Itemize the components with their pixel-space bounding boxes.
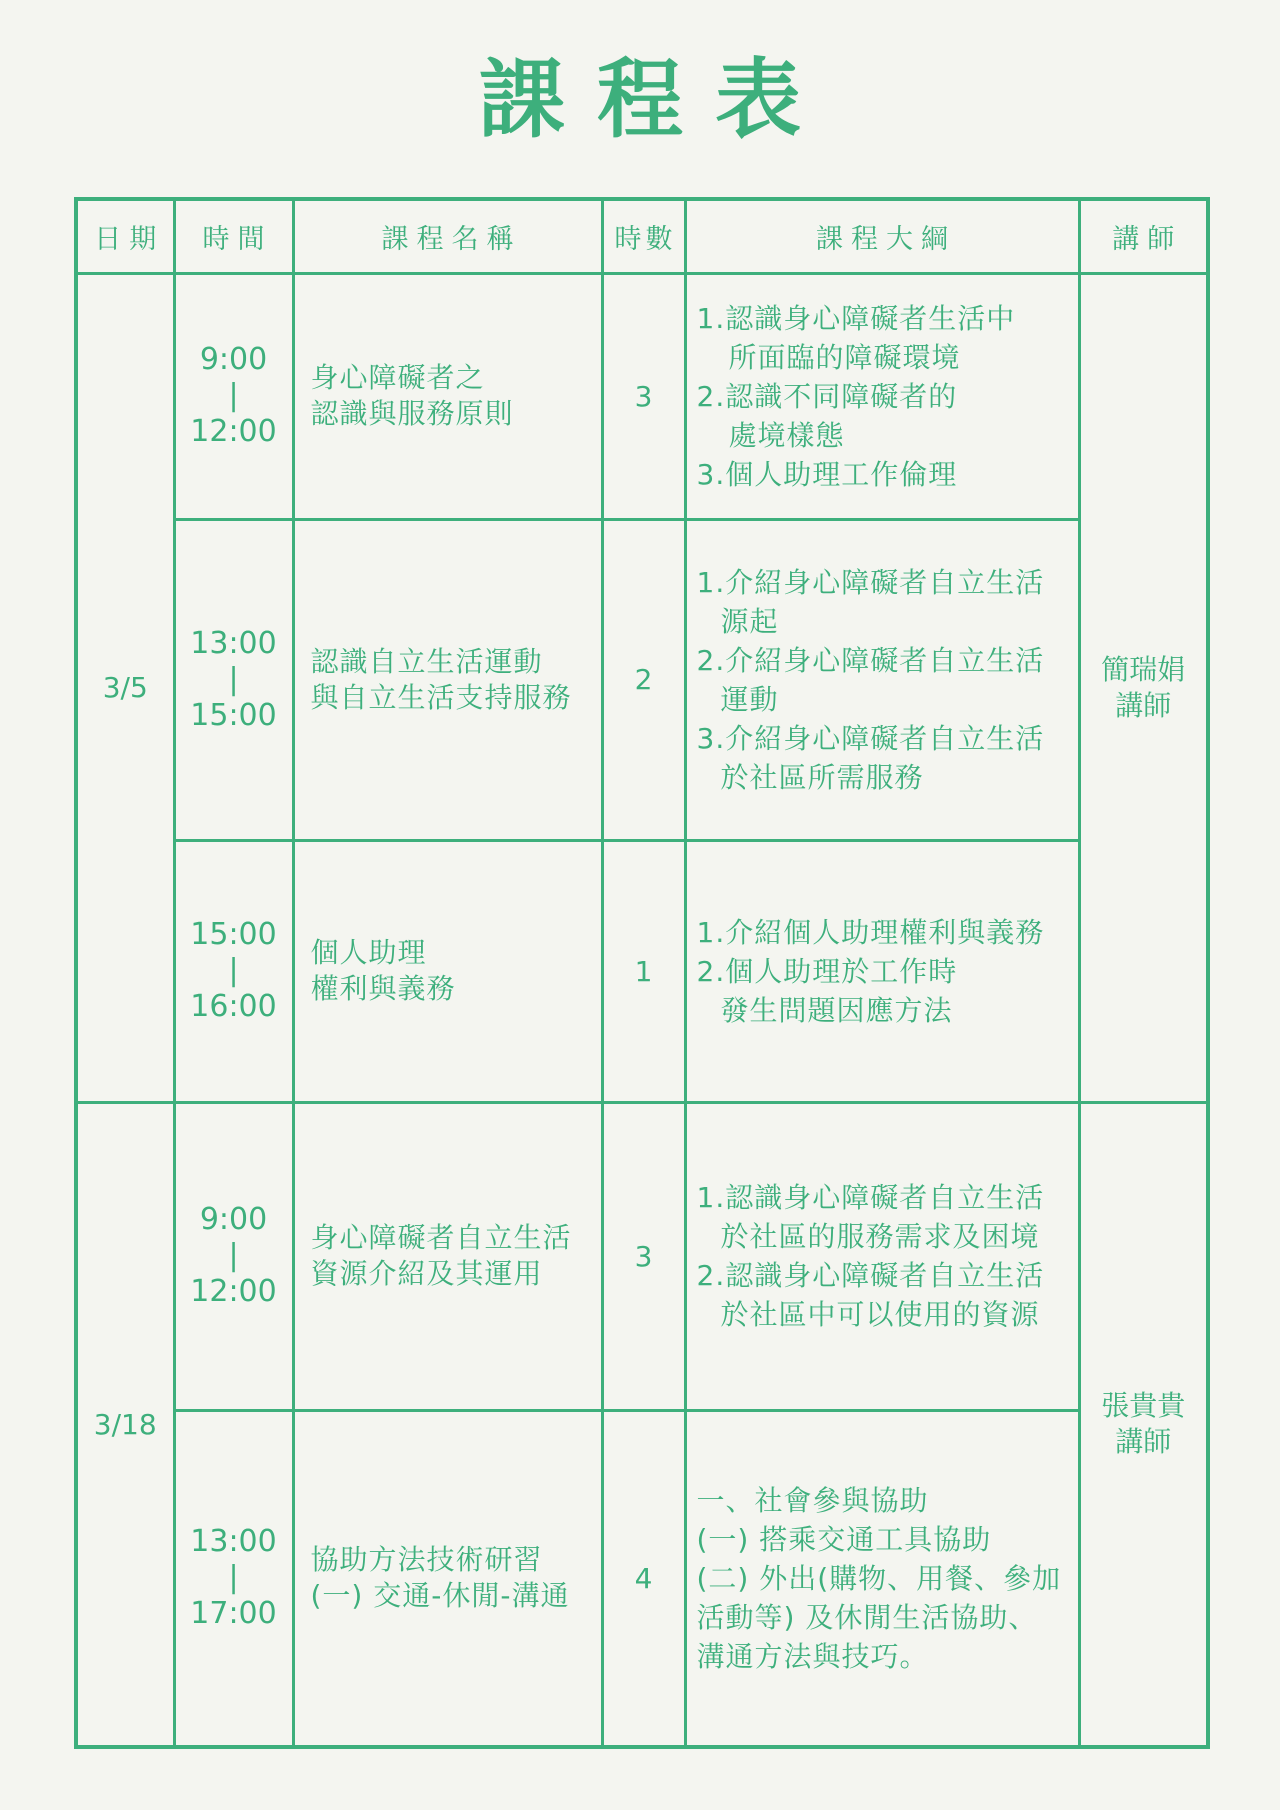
- time-separator: |: [228, 661, 239, 697]
- end-time: 17:00: [190, 1596, 277, 1632]
- header-hours: 時數: [602, 199, 685, 273]
- outline-line: 1.介紹個人助理權利與義務: [696, 915, 1045, 949]
- outline-line: 一、社會參與協助: [696, 1483, 929, 1517]
- outline-line: 1.介紹身心障礙者自立生活: [696, 565, 1045, 599]
- time-cell: [174, 1102, 293, 1410]
- start-time: 15:00: [190, 917, 277, 952]
- table-row: [76, 840, 1208, 1102]
- outline-line: 1.認識身心障礙者生活中: [696, 301, 1016, 335]
- outline-cell: [685, 273, 1079, 519]
- outline-line: 溝通方法與技巧。: [696, 1639, 929, 1673]
- time-cell: [174, 1410, 293, 1747]
- outline-line: 2.認識不同障礙者的: [696, 379, 958, 413]
- start-time: 9:00: [199, 342, 268, 377]
- hours-cell: 4: [602, 1410, 685, 1747]
- end-time: 12:00: [190, 414, 277, 449]
- teacher-name: 簡瑞娟: [1101, 652, 1186, 686]
- hours-cell: 1: [602, 840, 685, 1102]
- teacher-name: 張貴貴: [1101, 1389, 1186, 1423]
- course-name-cell: [293, 519, 602, 840]
- course-name-line: 認識與服務原則: [310, 397, 514, 430]
- course-name-line: 權利與義務: [310, 972, 456, 1005]
- course-name-cell: [293, 1102, 602, 1410]
- course-name-cell: [293, 273, 602, 519]
- header-time: 時間: [174, 199, 293, 273]
- outline-line: (一) 搭乘交通工具協助: [696, 1522, 992, 1556]
- course-name-line: 個人助理: [310, 936, 427, 969]
- outline-line: 活動等) 及休閒生活協助、: [696, 1600, 1038, 1634]
- outline-line: 處境樣態: [728, 418, 845, 452]
- time-cell: [174, 273, 293, 519]
- course-name-cell: [293, 840, 602, 1102]
- hours-cell: 3: [602, 1102, 685, 1410]
- teacher-title: 講師: [1115, 688, 1172, 722]
- start-time: 13:00: [190, 1524, 277, 1560]
- date-cell: 3/18: [76, 1102, 174, 1747]
- outline-line: 2.個人助理於工作時: [696, 954, 958, 988]
- table-row: [76, 519, 1208, 840]
- end-time: 12:00: [190, 1274, 277, 1309]
- teacher-cell: [1079, 1102, 1208, 1747]
- header-outline: 課程大綱: [685, 199, 1079, 273]
- table-row: [76, 273, 1208, 519]
- course-name-line: 資源介紹及其運用: [310, 1257, 543, 1290]
- course-name-line: 身心障礙者自立生活: [310, 1221, 572, 1254]
- outline-line: 3.介紹身心障礙者自立生活: [696, 721, 1045, 755]
- outline-line: 於社區的服務需求及困境: [720, 1220, 1040, 1253]
- time-separator: |: [228, 1238, 239, 1273]
- end-time: 15:00: [190, 697, 277, 733]
- header-teacher: 講師: [1079, 199, 1208, 273]
- outline-cell: [685, 519, 1079, 840]
- course-name-line: 協助方法技術研習: [310, 1543, 543, 1577]
- start-time: 13:00: [190, 625, 277, 661]
- outline-cell: [685, 840, 1079, 1102]
- outline-line: 3.個人助理工作倫理: [696, 457, 958, 491]
- course-name-line: 與自立生活支持服務: [310, 680, 572, 714]
- date-cell: 3/5: [76, 273, 174, 1102]
- outline-line: 1.認識身心障礙者自立生活: [696, 1181, 1045, 1214]
- outline-cell: [685, 1410, 1079, 1747]
- course-name-line: 身心障礙者之: [310, 361, 485, 394]
- course-name-line: (一) 交通-休閒-溝通: [310, 1579, 570, 1613]
- outline-line: 發生問題因應方法: [720, 993, 953, 1027]
- end-time: 16:00: [190, 989, 277, 1024]
- table-row: [76, 1102, 1208, 1410]
- start-time: 9:00: [199, 1202, 268, 1237]
- course-name-cell: [293, 1410, 602, 1747]
- hours-cell: 2: [602, 519, 685, 840]
- time-separator: |: [228, 1560, 239, 1596]
- time-cell: [174, 840, 293, 1102]
- outline-line: 於社區所需服務: [720, 760, 924, 794]
- outline-line: 2.介紹身心障礙者自立生活: [696, 643, 1045, 677]
- outline-line: (二) 外出(購物、用餐、參加: [696, 1561, 1062, 1595]
- outline-line: 2.認識身心障礙者自立生活: [696, 1259, 1045, 1292]
- table-row: [76, 1410, 1208, 1747]
- course-name-line: 認識自立生活運動: [310, 644, 543, 678]
- header-date: 日期: [76, 199, 174, 273]
- header-row: [76, 199, 1208, 273]
- header-course: 課程名稱: [293, 199, 602, 273]
- outline-line: 運動: [720, 682, 779, 716]
- outline-line: 於社區中可以使用的資源: [720, 1298, 1040, 1331]
- schedule-table: [74, 197, 1210, 1749]
- outline-line: 所面臨的障礙環境: [728, 340, 961, 374]
- time-separator: |: [228, 378, 239, 413]
- hours-cell: 3: [602, 273, 685, 519]
- time-cell: [174, 519, 293, 840]
- outline-line: 源起: [720, 604, 779, 638]
- teacher-title: 講師: [1115, 1425, 1172, 1459]
- time-separator: |: [228, 953, 239, 988]
- outline-cell: [685, 1102, 1079, 1410]
- page-title: 課程表: [479, 50, 833, 150]
- teacher-cell: [1079, 273, 1208, 1102]
